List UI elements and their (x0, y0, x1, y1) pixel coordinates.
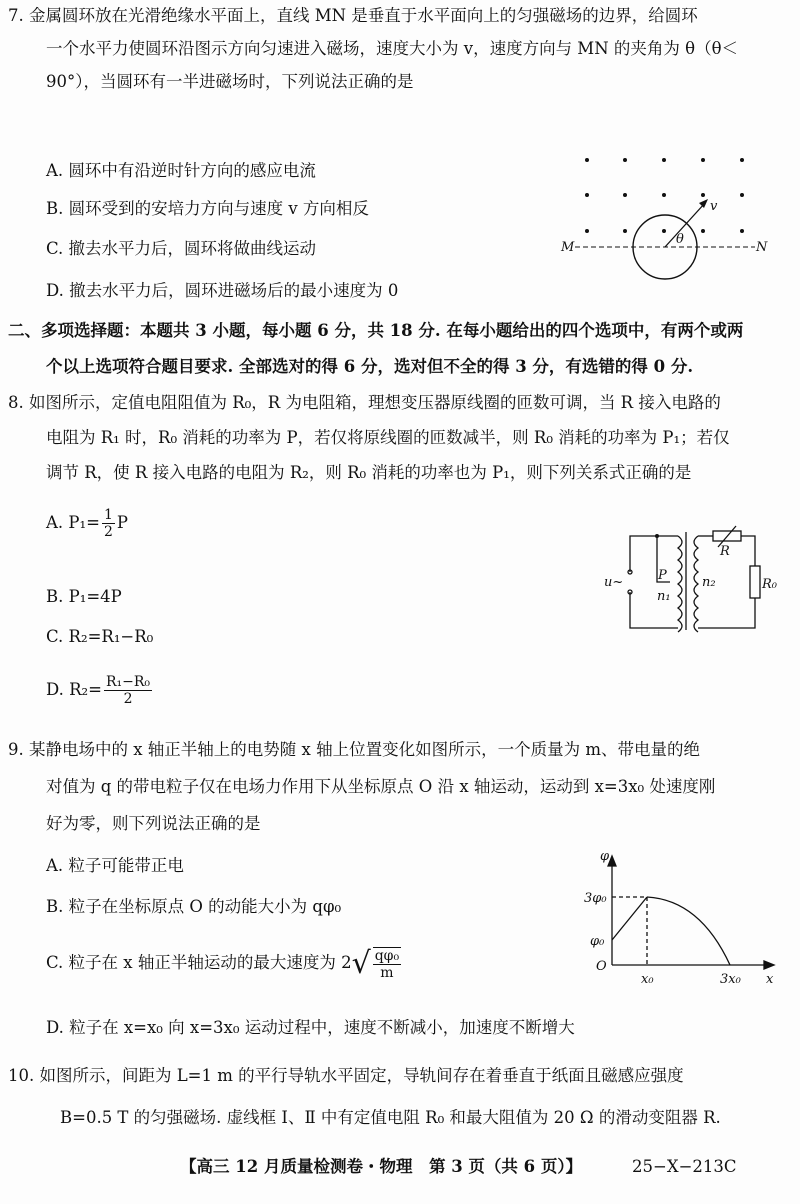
q8-option-a: A. P₁= $\frac{1}{2}$ P (46, 507, 128, 540)
q10-line: 10. 如图所示，间距为 L=1 m 的平行导轨水平固定，导轨间存在着垂直于纸面且磁感应强度 (8, 1066, 684, 1085)
label-theta: θ (676, 232, 684, 247)
q8-option-c: C. R₂=R₁−R₀ (46, 627, 154, 646)
q8-line: 电阻为 R₁ 时，R₀ 消耗的功率为 P，若仅将原线圈的匝数减半，则 R₀ 消耗的功率为 P₁；若仅 (46, 428, 730, 447)
q8-option-b: B. P₁=4P (46, 587, 122, 606)
q7-line: 90°），当圆环有一半进磁场时，下列说法正确的是 (46, 72, 414, 91)
footer-title: 【高三 12 月质量检测卷・物理 第 3 页（共 6 页）】 (180, 1157, 583, 1176)
q9-option-c: C. 粒子在 x 轴正半轴运动的最大速度为 2 √ $\frac{\text{qφ₀}}{m}$ (46, 945, 400, 981)
q9-line: 好为零，则下列说法正确的是 (46, 814, 261, 833)
q9-option-b: B. 粒子在坐标原点 O 的动能大小为 qφ₀ (46, 897, 342, 916)
footer-code: 25−X−213C (632, 1157, 737, 1176)
q7-magnetic-field-figure (550, 140, 800, 300)
q7-line: 一个水平力使圆环沿图示方向匀速进入磁场，速度大小为 v，速度方向与 MN 的夹角为 θ（θ＜ (46, 39, 739, 58)
label-u: u~ (604, 575, 624, 590)
label-phi: φ (600, 849, 610, 864)
q9-line: 9. 某静电场中的 x 轴正半轴上的电势随 x 轴上位置变化如图所示，一个质量为 m、带电量的绝 (8, 740, 700, 759)
section-header: 二、多项选择题：本题共 3 小题，每小题 6 分，共 18 分. 在每小题给出的四个选项中，有两个或两 (8, 321, 744, 340)
q8-line: 8. 如图所示，定值电阻阻值为 R₀，R 为电阻箱，理想变压器原线圈的匝数可调，当 R 接入电路的 (8, 393, 721, 412)
label-n: N (756, 240, 768, 255)
label-3x0: 3x₀ (720, 972, 741, 987)
label-n2: n₂ (702, 575, 716, 590)
q7-option-a: A. 圆环中有沿逆时针方向的感应电流 (46, 161, 316, 180)
q7-option-b: B. 圆环受到的安培力方向与速度 v 方向相反 (46, 199, 369, 218)
q7-option-d: D. 撤去水平力后，圆环进磁场后的最小速度为 0 (46, 281, 399, 300)
label-x: x (766, 972, 774, 987)
q10-line: B=0.5 T 的匀强磁场. 虚线框 Ⅰ、Ⅱ 中有定值电阻 R₀ 和最大阻值为 20 Ω 的滑动变阻器 R. (60, 1108, 721, 1127)
label-origin: O (596, 959, 607, 974)
q9-line: 对值为 q 的带电粒子仅在电场力作用下从坐标原点 O 沿 x 轴运动，运动到 x=3x₀ 处速度刚 (46, 777, 716, 796)
label-r: R (720, 544, 730, 559)
section-header: 个以上选项符合题目要求. 全部选对的得 6 分，选对但不全的得 3 分，有选错的得 0 分. (46, 357, 694, 376)
label-m: M (561, 240, 575, 255)
q9-option-d: D. 粒子在 x=x₀ 向 x=3x₀ 运动过程中，速度不断减小，加速度不断增大 (46, 1018, 575, 1037)
label-n1: n₁ (657, 589, 671, 604)
label-x0: x₀ (641, 972, 654, 987)
label-p: P (658, 568, 667, 583)
q9-option-a: A. 粒子可能带正电 (46, 856, 184, 875)
label-v: v (710, 199, 718, 214)
q8-line: 调节 R，使 R 接入电路的电阻为 R₂，则 R₀ 消耗的功率也为 P₁，则下列关系式正确的是 (46, 463, 692, 482)
label-r0: R₀ (762, 577, 777, 592)
q8-option-d: D. R₂= $\frac{\text{R₁−R₀}}{2}$ (46, 674, 151, 707)
q9-potential-graph (570, 840, 800, 990)
label-phi0: φ₀ (590, 934, 605, 949)
label-3phi0: 3φ₀ (584, 891, 607, 906)
q7-option-c: C. 撤去水平力后，圆环将做曲线运动 (46, 239, 317, 258)
q7-line: 7. 金属圆环放在光滑绝缘水平面上，直线 MN 是垂直于水平面向上的匀强磁场的边界，给圆环 (8, 6, 698, 25)
q8-transformer-circuit-figure (600, 520, 800, 660)
